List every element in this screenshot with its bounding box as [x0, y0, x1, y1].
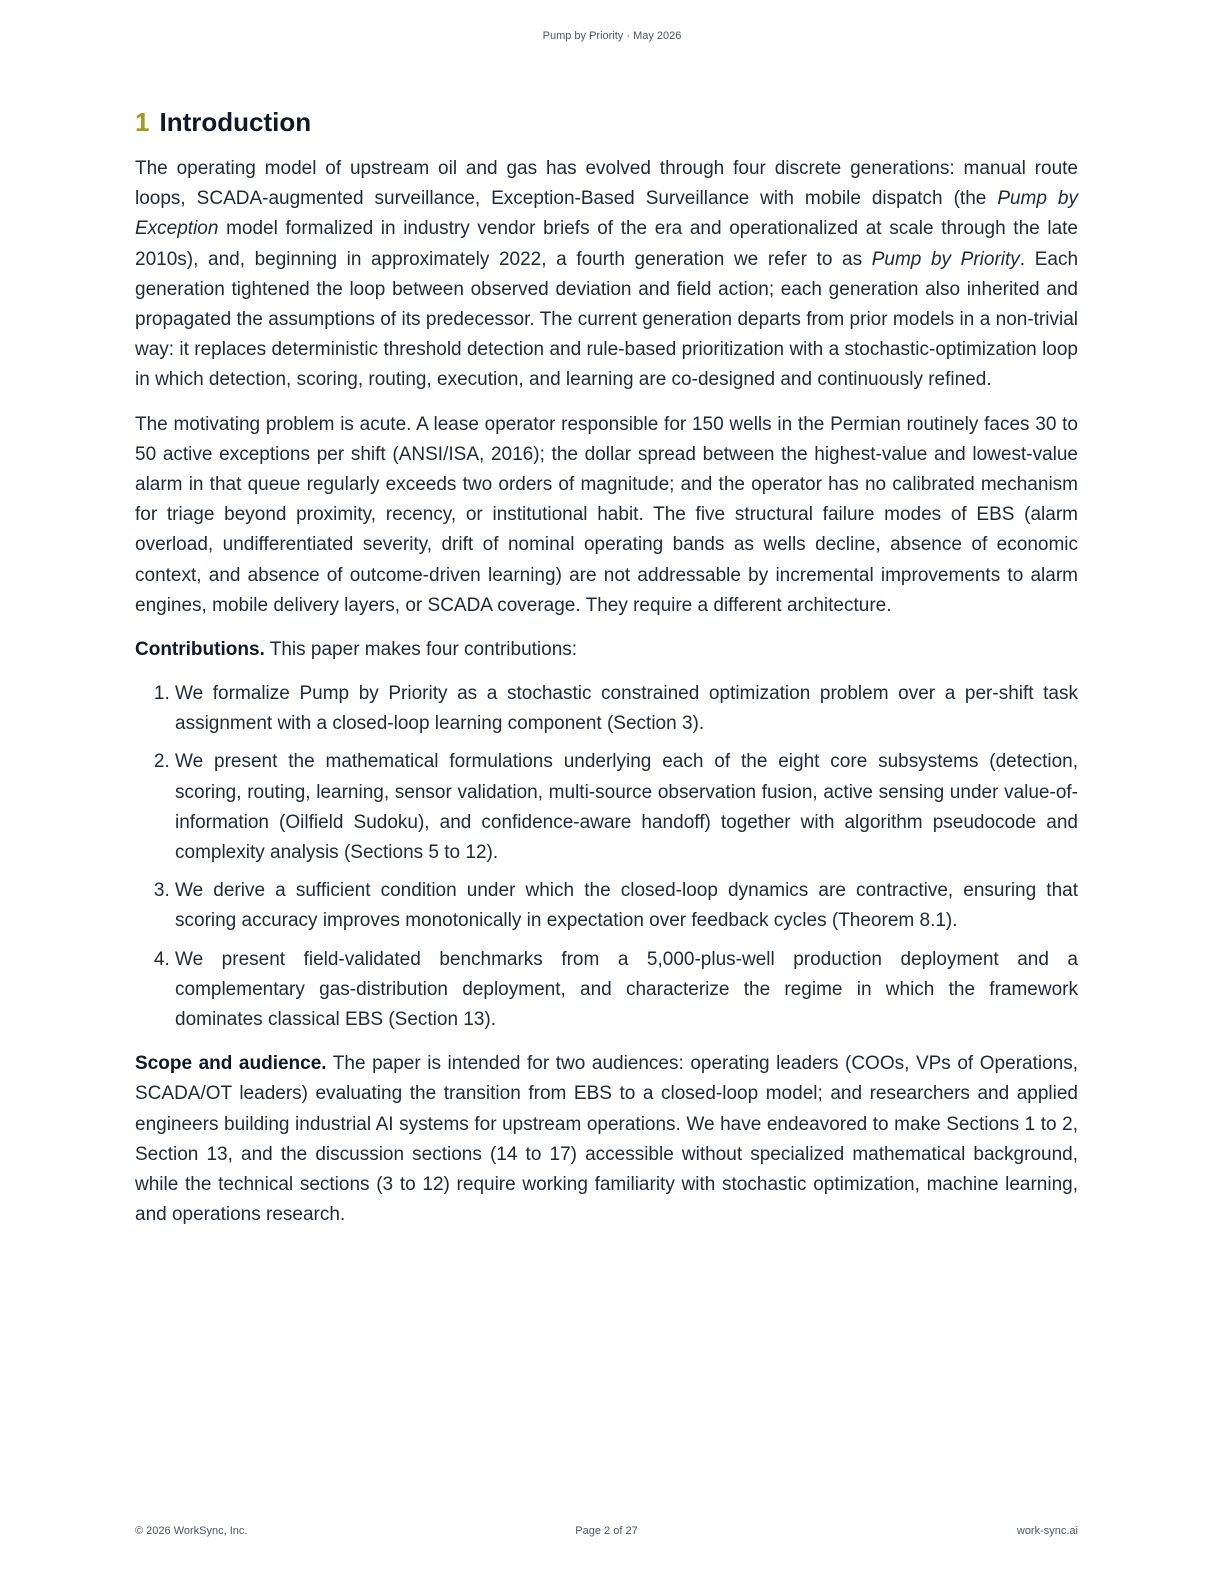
footer-copyright: © 2026 WorkSync, Inc.: [135, 1525, 248, 1537]
section-title: Introduction: [159, 107, 312, 137]
list-item: 2. We present the mathematical formulations underlying each of the eight core subsystems (detection, scoring, routing, learning, sensor validation, multi-source observation fusion, active sensing under value-of-information (Oilfield Sudoku), and confidence-aware handoff) together with algorithm pseudocode and complexity analysis (Sections 5 to 12).: [175, 747, 1078, 868]
section-number: 1: [135, 107, 150, 137]
paragraph-text: model formalized in industry vendor briefs of the era and operationalized at scale through the late 2010s), and, beginning in approximately 2022, a fourth generation we refer to as: [135, 218, 1078, 270]
paragraph-scope: [135, 1049, 1078, 1230]
paragraph-contributions: [135, 635, 1078, 665]
footer-website: work-sync.ai: [1016, 1525, 1078, 1537]
paragraph-text: The operating model of upstream oil and gas has evolved through four discrete generations: manual route loops, SCADA-augmented surveillance, Exception-Based Surveillance with mobile dispatch (the: [135, 158, 1078, 210]
running-header: Pump by Priority · May 2026: [542, 30, 682, 42]
paragraph-generations: [135, 154, 1078, 396]
emphasis-pump-by-priority: Pump by Priority: [871, 248, 1020, 270]
contributions-list: [135, 679, 1078, 1035]
list-item: 1. We formalize Pump by Priority as a stochastic constrained optimization problem over a per-shift task assignment with a closed-loop learning component (Section 3).: [175, 679, 1078, 739]
contributions-label: Contributions.: [135, 639, 265, 661]
footer-page-number: Page 2 of 27: [575, 1525, 638, 1537]
scope-label: Scope and audience.: [135, 1053, 327, 1075]
list-item: 4. We present field-validated benchmarks from a 5,000-plus-well production deployment and a complementary gas-distribution deployment, and characterize the regime in which the framework dominates classical EBS (Section 13).: [175, 945, 1078, 1036]
section-heading: [135, 104, 1078, 140]
scope-text: The paper is intended for two audiences: operating leaders (COOs, VPs of Operations, SCADA/OT leaders) evaluating the transition from EBS to a closed-loop model; and researchers and applied engineers building industrial AI systems for upstream operations. We have endeavored to make Sections 1 to 2, Section 13, and the discussion sections (14 to 17) accessible without specialized mathematical background, while the technical sections (3 to 12) require working familiarity with stochastic optimization, machine learning, and operations research.: [135, 1053, 1078, 1226]
paragraph-text: . Each generation tightened the loop between observed deviation and field action; each generation also inherited and propagated the assumptions of its predecessor. The current generation departs from prior models in a non-trivial way: it replaces deterministic threshold detection and rule-based prioritization with a stochastic-optimization loop in which detection, scoring, routing, execution, and learning are co-designed and continuously refined.: [135, 248, 1079, 391]
contributions-intro: This paper makes four contributions:: [264, 639, 578, 661]
page-content: [135, 104, 1078, 1245]
list-item: 3. We derive a sufficient condition under which the closed-loop dynamics are contractive, ensuring that scoring accuracy improves monotonically in expectation over feedback cycles (Theorem 8.1).: [175, 876, 1078, 936]
paragraph-motivation: The motivating problem is acute. A lease operator responsible for 150 wells in the Permian routinely faces 30 to 50 active exceptions per shift (ANSI/ISA, 2016); the dollar spread between the highest-value and lowest-value alarm in that queue regularly exceeds two orders of magnitude; and the operator has no calibrated mechanism for triage beyond proximity, recency, or institutional habit. The five structural failure modes of EBS (alarm overload, undifferentiated severity, drift of nominal operating bands as wells decline, absence of economic context, and absence of outcome-driven learning) are not addressable by incremental improvements to alarm engines, mobile delivery layers, or SCADA coverage. They require a different architecture.: [135, 413, 1078, 616]
emphasis-pump-by-exception: Pump by Exception: [135, 188, 1078, 240]
